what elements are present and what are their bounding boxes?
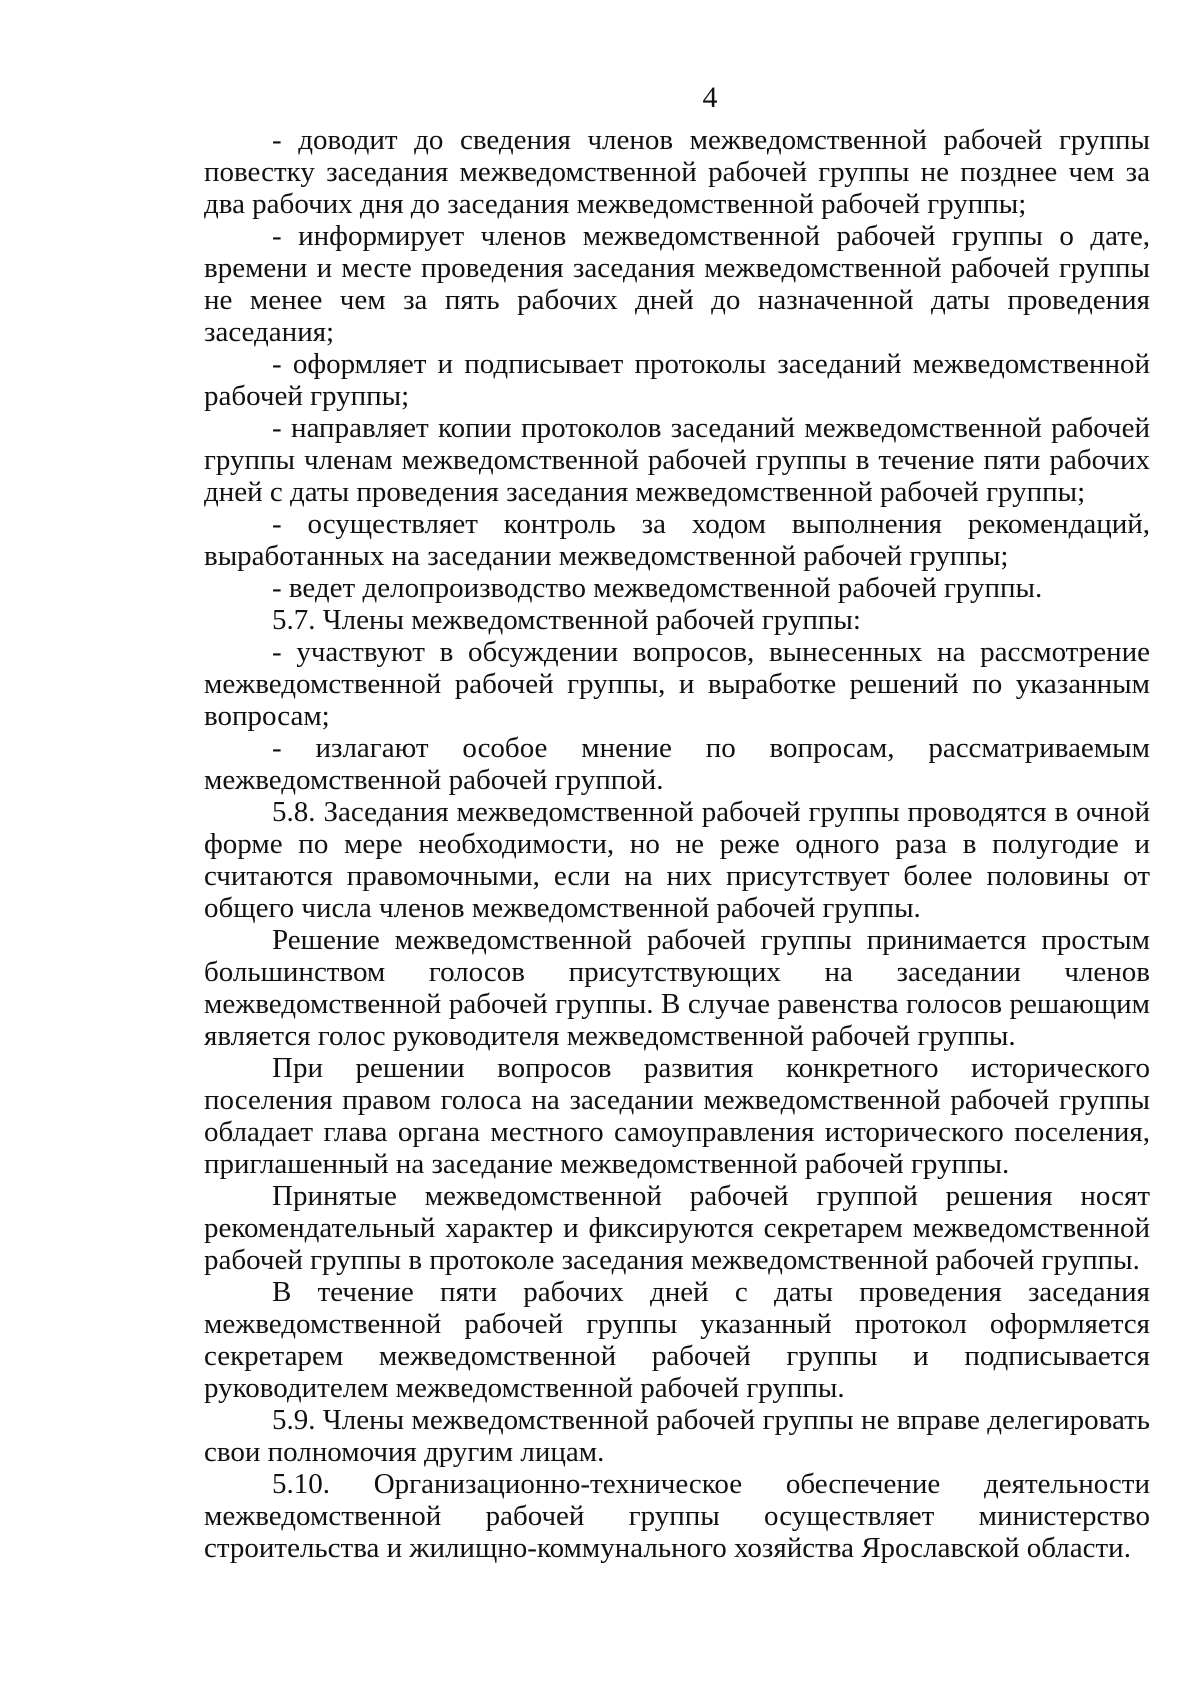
paragraph-voting-right: При решении вопросов развития конкретного исторического поселения правом голоса на заседании межведомственной рабочей группы обладает глава органа местного самоуправления исторического поселения, приглашенный на заседание межведомственной рабочей группы.	[204, 1052, 1150, 1180]
paragraph-5-9-delegation: 5.9. Члены межведомственной рабочей группы не вправе делегировать свои полномочия другим лицам.	[204, 1404, 1150, 1468]
paragraph-members-discuss: - участвуют в обсуждении вопросов, вынесенных на рассмотрение межведомственной рабочей группы, и выработке решений по указанным вопросам;	[204, 636, 1150, 732]
paragraph-decisions-recommendatory: Принятые межведомственной рабочей группой решения носят рекомендательный характер и фиксируются секретарем межведомственной рабочей группы в протоколе заседания межведомственной рабочей группы.	[204, 1180, 1150, 1276]
paragraph-secretary-copies: - направляет копии протоколов заседаний межведомственной рабочей группы членам межведомственной рабочей группы в течение пяти рабочих дней с даты проведения заседания межведомственной рабочей группы;	[204, 412, 1150, 508]
page-number: 4	[702, 81, 718, 114]
paragraph-members-opinion: - излагают особое мнение по вопросам, рассматриваемым межведомственной рабочей группой.	[204, 732, 1150, 796]
paragraph-5-10-support: 5.10. Организационно-техническое обеспечение деятельности межведомственной рабочей группы осуществляет министерство строительства и жилищно-коммунального хозяйства Ярославской области.	[204, 1468, 1150, 1564]
paragraph-5-8-meetings: 5.8. Заседания межведомственной рабочей группы проводятся в очной форме по мере необходимости, но не реже одного раза в полугодие и считаются правомочными, если на них присутствует более половины от общего числа членов межведомственной рабочей группы.	[204, 796, 1150, 924]
paragraph-protocol-signing: В течение пяти рабочих дней с даты проведения заседания межведомственной рабочей группы указанный протокол оформляется секретарем межведомственной рабочей группы и подписывается руководителем межведомственной рабочей группы.	[204, 1276, 1150, 1404]
paragraph-5-7-heading: 5.7. Члены межведомственной рабочей группы:	[272, 604, 861, 636]
paragraph-secretary-control: - осуществляет контроль за ходом выполнения рекомендаций, выработанных на заседании межведомственной рабочей группы;	[204, 508, 1150, 572]
document-body	[204, 124, 1150, 1564]
paragraph-secretary-protocols: - оформляет и подписывает протоколы заседаний межведомственной рабочей группы;	[204, 348, 1150, 412]
paragraph-secretary-inform: - информирует членов межведомственной рабочей группы о дате, времени и месте проведения заседания межведомственной рабочей группы не менее чем за пять рабочих дней до назначенной даты проведения заседания;	[204, 220, 1150, 348]
paragraph-secretary-records: - ведет делопроизводство межведомственной рабочей группы.	[272, 572, 1043, 604]
paragraph-decision-majority: Решение межведомственной рабочей группы принимается простым большинством голосов присутствующих на заседании членов межведомственной рабочей группы. В случае равенства голосов решающим является голос руководителя межведомственной рабочей группы.	[204, 924, 1150, 1052]
paragraph-secretary-agenda: - доводит до сведения членов межведомственной рабочей группы повестку заседания межведомственной рабочей группы не позднее чем за два рабочих дня до заседания межведомственной рабочей группы;	[204, 124, 1150, 220]
